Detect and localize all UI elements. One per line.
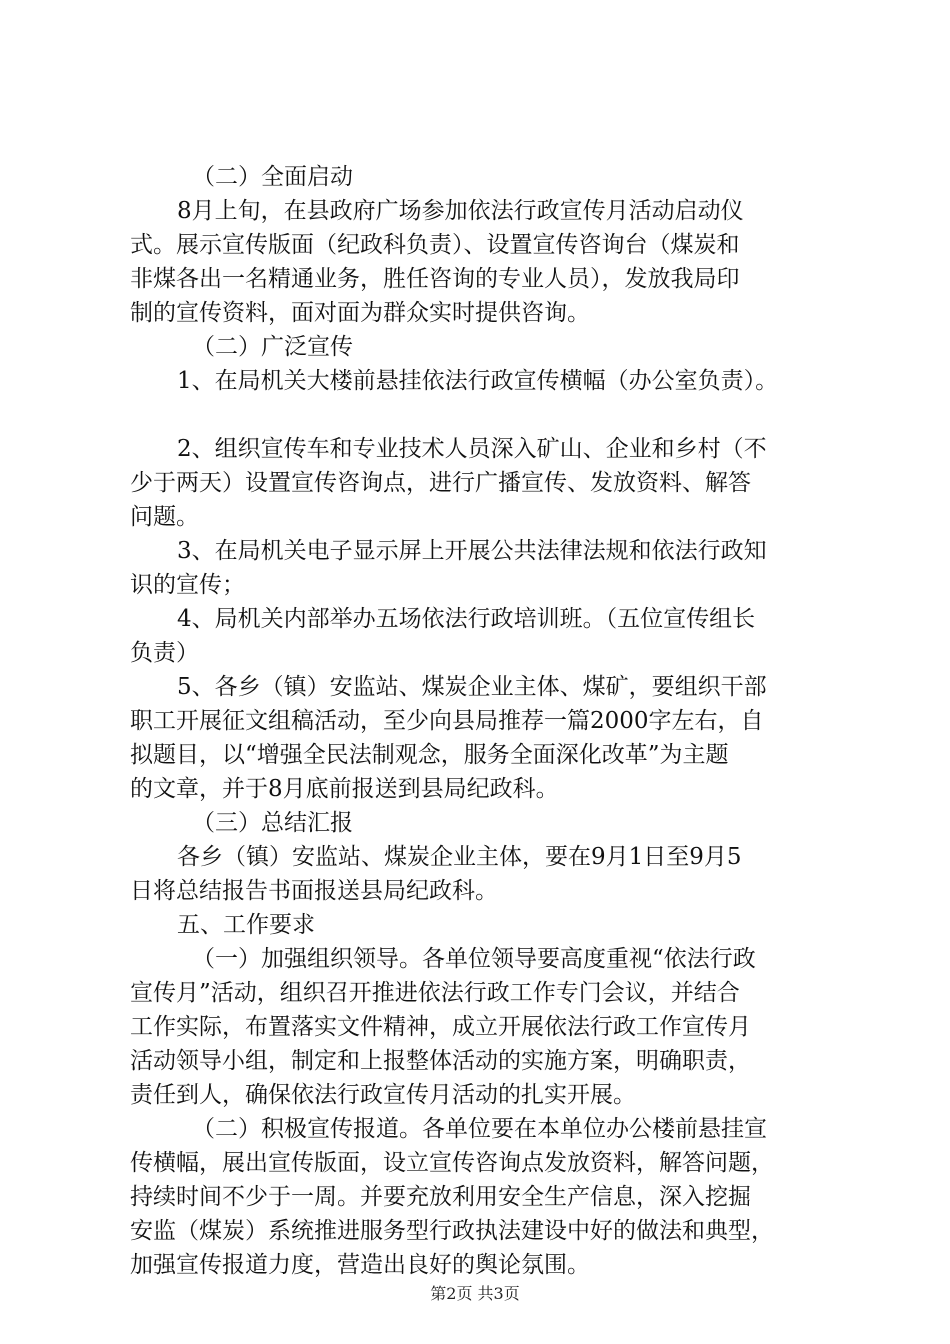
paragraph-line: 识的宣传； <box>130 572 245 598</box>
paragraph-line: 制的宣传资料，面对面为群众实时提供咨询。 <box>130 300 590 326</box>
paragraph-line: 责任到人，确保依法行政宣传月活动的扎实开展。 <box>130 1082 636 1108</box>
paragraph-line: （一）加强组织领导。各单位领导要高度重视“依法行政 <box>192 946 756 972</box>
document-body <box>130 160 845 1282</box>
paragraph-line: 传横幅，展出宣传版面，设立宣传咨询点发放资料，解答问题， <box>130 1150 774 1176</box>
section-heading-summary: （三）总结汇报 <box>192 810 353 836</box>
paragraph-line: 工作实际，布置落实文件精神，成立开展依法行政工作宣传月 <box>130 1014 751 1040</box>
paragraph-line: （二）积极宣传报道。各单位要在本单位办公楼前悬挂宣 <box>192 1116 767 1142</box>
paragraph-line: 少于两天）设置宣传咨询点，进行广播宣传、发放资料、解答 <box>130 470 751 496</box>
paragraph-line: 各乡（镇）安监站、煤炭企业主体，要在9月1日至9月5 <box>177 844 742 870</box>
section-heading-wide-publicity: （二）广泛宣传 <box>192 334 353 360</box>
page-number-footer: 第2页 共3页 <box>430 1284 520 1303</box>
paragraph-line: 持续时间不少于一周。并要充放利用安全生产信息，深入挖掘 <box>130 1184 751 1210</box>
list-item-3: 3、在局机关电子显示屏上开展公共法律法规和依法行政知 <box>177 538 767 564</box>
paragraph-line: 拟题目，以“增强全民法制观念，服务全面深化改革”为主题 <box>130 742 729 768</box>
section-heading-work-requirements: 五、工作要求 <box>177 912 315 938</box>
blank-line <box>130 398 845 432</box>
paragraph-line: 问题。 <box>130 504 199 530</box>
paragraph-line: 安监（煤炭）系统推进服务型行政执法建设中好的做法和典型， <box>130 1218 774 1244</box>
paragraph-line: 日将总结报告书面报送县局纪政科。 <box>130 878 498 904</box>
paragraph-line: 8月上旬，在县政府广场参加依法行政宣传月活动启动仪 <box>177 198 744 224</box>
paragraph-line: 负责） <box>130 640 199 666</box>
list-item-2: 2、组织宣传车和专业技术人员深入矿山、企业和乡村（不 <box>177 436 767 462</box>
paragraph-line: 的文章，并于8月底前报送到县局纪政科。 <box>130 776 559 802</box>
paragraph-line: 式。展示宣传版面（纪政科负责）、设置宣传咨询台（煤炭和 <box>130 232 740 258</box>
paragraph-line: 职工开展征文组稿活动，至少向县局推荐一篇2000字左右，自 <box>130 708 764 734</box>
paragraph-line: 非煤各出一名精通业务，胜任咨询的专业人员），发放我局印 <box>130 266 740 292</box>
list-item-4: 4、局机关内部举办五场依法行政培训班。（五位宣传组长 <box>177 606 756 632</box>
paragraph-line: 加强宣传报道力度，营造出良好的舆论氛围。 <box>130 1252 590 1278</box>
paragraph-line: 宣传月”活动，组织召开推进依法行政工作专门会议，并结合 <box>130 980 740 1006</box>
section-heading-full-launch: （二）全面启动 <box>192 164 353 190</box>
paragraph-line: 活动领导小组，制定和上报整体活动的实施方案，明确职责， <box>130 1048 751 1074</box>
list-item-1: 1、在局机关大楼前悬挂依法行政宣传横幅（办公室负责）。 <box>177 368 779 394</box>
list-item-5: 5、各乡（镇）安监站、煤炭企业主体、煤矿，要组织干部 <box>177 674 767 700</box>
